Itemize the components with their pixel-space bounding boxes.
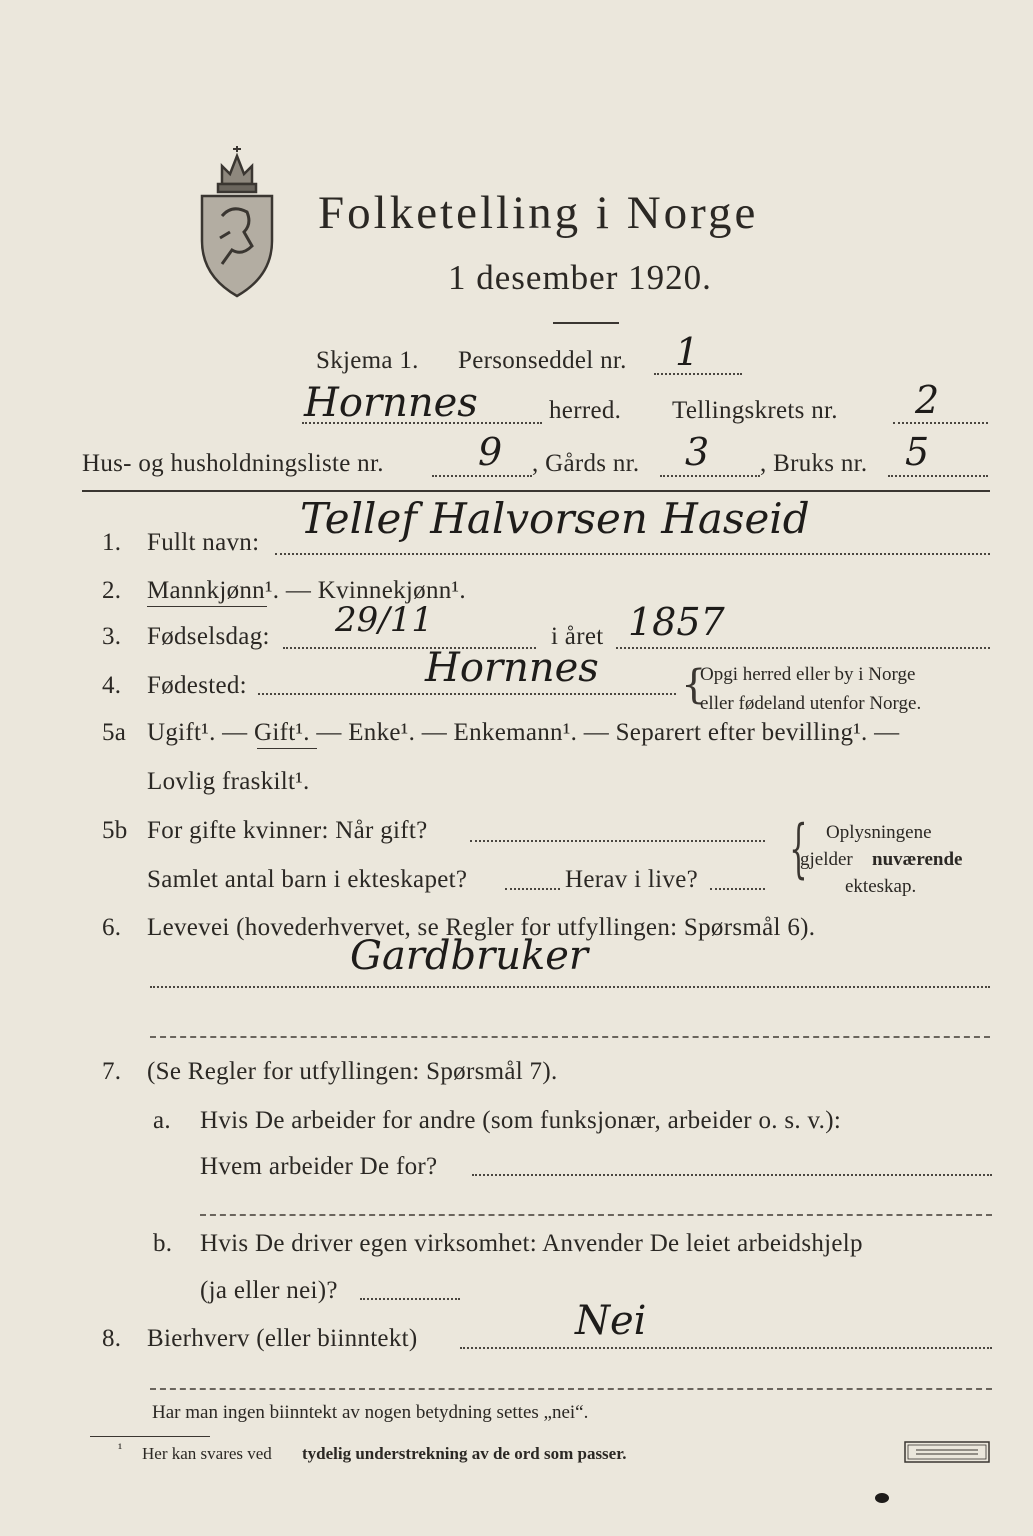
side-income-value: Nei (575, 1298, 647, 1344)
personseddel-value: 1 (675, 330, 700, 374)
side-income-field[interactable] (460, 1347, 992, 1349)
herred-value: Hornnes (304, 380, 478, 426)
side-income-extra-line[interactable] (150, 1388, 992, 1390)
bruks-label: , Bruks nr. (760, 450, 868, 477)
marriage-date-field[interactable] (470, 840, 765, 842)
gards-field[interactable] (660, 475, 760, 477)
gards-label: , Gårds nr. (532, 450, 640, 477)
birthyear-field[interactable] (616, 647, 990, 649)
q2-underline-mannkjonn (147, 606, 267, 607)
q5b-note-line3: ekteskap. (845, 876, 917, 897)
children-alive-field[interactable] (710, 888, 765, 890)
birthplace-value: Hornnes (425, 645, 599, 691)
q5b-line1: For gifte kvinner: Når gift? (147, 817, 428, 844)
q4-label: Fødested: (147, 672, 247, 699)
tellingskrets-field[interactable] (893, 422, 988, 424)
q7b-letter: b. (153, 1230, 173, 1257)
hus-label: Hus- og husholdningsliste nr. (82, 450, 384, 477)
q2-label: Mannkjønn¹. — Kvinnekjønn¹. (147, 577, 466, 604)
q7-number: 7. (102, 1058, 122, 1085)
q4-note-line2: eller fødeland utenfor Norge. (700, 693, 922, 714)
q1-number: 1. (102, 529, 122, 556)
q7a-line1: Hvis De arbeider for andre (som funksjonær, arbeider o. s. v.): (200, 1107, 842, 1134)
header-divider (82, 490, 990, 492)
hus-field[interactable] (432, 475, 532, 477)
footnote-mark: ¹ (118, 1442, 123, 1457)
q5b-note-line2b: nuværende (872, 849, 963, 870)
q5a-number: 5a (102, 719, 127, 746)
q8-number: 8. (102, 1325, 122, 1352)
q5b-number: 5b (102, 817, 128, 844)
q7a-line2: Hvem arbeider De for? (200, 1153, 438, 1180)
birthyear-value: 1857 (628, 600, 725, 644)
q5b-note-line1: Oplysningene (826, 822, 932, 843)
title-divider (553, 322, 619, 324)
q3-label: Fødselsdag: (147, 623, 270, 650)
bruks-field[interactable] (888, 475, 988, 477)
q6-label: Levevei (hovederhvervet, se Regler for utfyllingen: Spørsmål 6). (147, 914, 816, 941)
q7b-line2: (ja eller nei)? (200, 1277, 338, 1304)
footnote-divider (90, 1436, 210, 1437)
hired-help-field[interactable] (360, 1298, 460, 1300)
occupation-extra-line[interactable] (150, 1036, 990, 1038)
occupation-field[interactable] (150, 986, 990, 988)
birthdate-value: 29/11 (335, 600, 433, 640)
q5b-brace: { (789, 812, 808, 886)
q4-number: 4. (102, 672, 122, 699)
q4-brace: { (681, 662, 707, 708)
q1-label: Fullt navn: (147, 529, 260, 556)
q7b-line1: Hvis De driver egen virksomhet: Anvender De leiet arbeidshjelp (200, 1230, 863, 1257)
children-total-field[interactable] (505, 888, 560, 890)
q6-number: 6. (102, 914, 122, 941)
full-name-field[interactable] (275, 553, 990, 555)
q5a-line1: Ugift¹. — Gift¹. — Enke¹. — Enkemann¹. — Separert efter bevilling¹. — (147, 719, 900, 746)
coat-of-arms-icon (192, 146, 282, 300)
q5a-underline-gift (257, 748, 317, 749)
tellingskrets-label: Tellingskrets nr. (672, 397, 838, 424)
tellingskrets-value: 2 (915, 378, 940, 422)
q5b-line2b: Herav i live? (565, 866, 699, 893)
occupation-value: Gardbruker (350, 933, 589, 979)
q4-note-line1: Opgi herred eller by i Norge (700, 664, 916, 685)
year-label: i året (551, 623, 604, 650)
q8-label: Bierhverv (eller biinntekt) (147, 1325, 418, 1352)
bruks-value: 5 (905, 430, 930, 474)
q7a-letter: a. (153, 1107, 171, 1134)
employer-extra-line[interactable] (200, 1214, 992, 1216)
skjema-label: Skjema 1. (316, 347, 419, 374)
hus-value: 9 (478, 430, 503, 474)
q5a-line2: Lovlig fraskilt¹. (147, 768, 310, 795)
full-name-value: Tellef Halvorsen Haseid (300, 494, 810, 543)
q5b-note-line2a: gjelder (800, 849, 853, 870)
personseddel-label: Personseddel nr. (458, 347, 627, 374)
biinntekt-note: Har man ingen biinntekt av nogen betydning settes „nei“. (152, 1402, 589, 1423)
form-title: Folketelling i Norge (318, 187, 759, 239)
ink-blot (875, 1493, 889, 1503)
birthplace-field[interactable] (258, 693, 676, 695)
footnote-text-a: Her kan svares ved (142, 1444, 272, 1463)
herred-label: herred. (549, 397, 622, 424)
footnote-text-b: tydelig understrekning av de ord som passer. (302, 1444, 627, 1463)
q5b-line2a: Samlet antal barn i ekteskapet? (147, 866, 468, 893)
employer-field[interactable] (472, 1174, 992, 1176)
form-date: 1 desember 1920. (448, 258, 712, 297)
gards-value: 3 (685, 430, 710, 474)
q7-label: (Se Regler for utfyllingen: Spørsmål 7). (147, 1058, 558, 1085)
q2-number: 2. (102, 577, 122, 604)
printer-stamp-icon (904, 1441, 990, 1463)
q3-number: 3. (102, 623, 122, 650)
